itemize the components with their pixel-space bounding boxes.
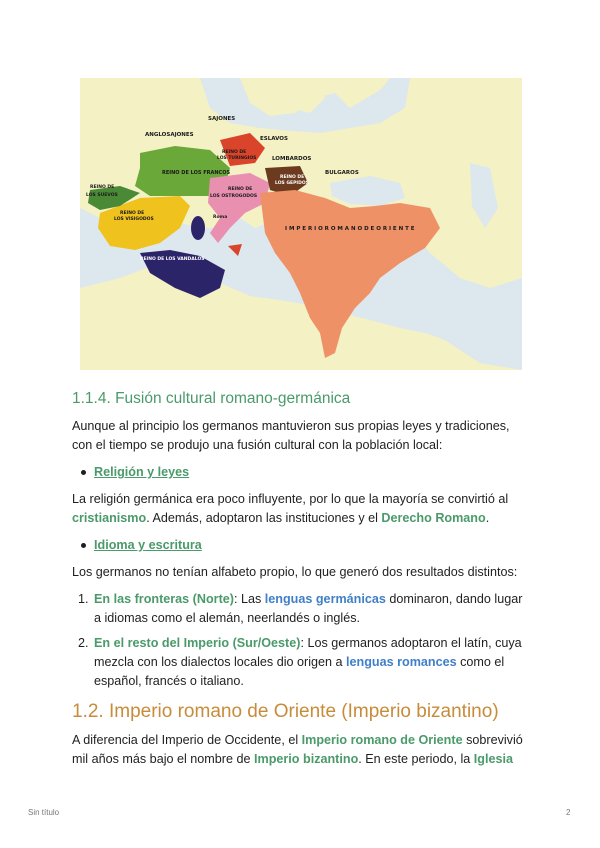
map-label-gepidos-1: REINO DE <box>280 175 305 180</box>
highlight-imperio-oriente: Imperio romano de Oriente <box>301 733 463 747</box>
map-label-ostrogodos-2: LOS OSTROGODOS <box>210 194 258 199</box>
map-label-roma: Roma <box>213 215 228 220</box>
text-span: dominaron, dando lugar a idiomas como el alemán, neerlandés o inglés. <box>94 592 523 625</box>
bullet-religion-label: Religión y leyes <box>94 465 190 479</box>
religion-paragraph <box>72 490 528 528</box>
section-title-1-1-4: 1.1.4. Fusión cultural romano-germánica <box>72 390 351 407</box>
list-number: 1. <box>78 592 89 606</box>
map-label-oriente: I M P E R I O R O M A N O D E O R I E N T E <box>285 226 415 232</box>
highlight-cristianismo: cristianismo <box>72 511 147 525</box>
bullet-religion <box>72 463 528 482</box>
bullet-idioma-label: Idioma y escritura <box>94 538 202 552</box>
highlight-imperio-bizantino: Imperio bizantino <box>254 752 359 766</box>
map-label-francos: REINO DE LOS FRANCOS <box>162 170 231 176</box>
text-span: . Además, adoptaron las instituciones y el <box>146 511 382 525</box>
text-span: sobrevivió mil años más bajo el nombre de <box>72 733 523 766</box>
highlight-resto-imperio: En el resto del Imperio (Sur/Oeste) <box>94 636 301 650</box>
text-span: : Las <box>233 592 265 606</box>
list-item-resto <box>72 634 528 691</box>
map-label-gepidos-2: LOS GEPIDOS <box>275 181 309 186</box>
map-label-turingios-1: REINO DE <box>222 150 247 155</box>
historical-map <box>80 78 522 370</box>
text-span: . En este periodo, la <box>358 752 474 766</box>
page-content <box>72 390 528 769</box>
footer-doc-title: Sin título <box>28 808 60 817</box>
text-span: como el español, francés o italiano. <box>94 655 505 688</box>
footer-page-number: 2 <box>566 808 571 817</box>
highlight-iglesia: Iglesia <box>473 752 513 766</box>
map-region-sardinia <box>191 216 205 240</box>
bullet-idioma <box>72 536 528 555</box>
list-number: 2. <box>78 636 89 650</box>
idioma-paragraph: Los germanos no tenían alfabeto propio, lo que generó dos resultados distintos: <box>72 565 518 579</box>
map-label-suevos-2: LOS SUEVOS <box>86 193 118 198</box>
map-label-lombardos: LOMBARDOS <box>272 156 312 162</box>
map-label-ostrogodos-1: REINO DE <box>228 187 253 192</box>
text-span: . <box>485 511 490 525</box>
map-label-bulgaros: BULGAROS <box>325 170 359 176</box>
list-item-fronteras <box>72 590 528 628</box>
map-label-vandalos: REINO DE LOS VANDALOS <box>140 257 205 262</box>
map-label-visigodos-1: REINO DE <box>120 211 145 216</box>
map-label-eslavos: ESLAVOS <box>260 136 288 142</box>
text-span: La religión germánica era poco influyente, por lo que la mayoría se convirtió al <box>72 492 509 506</box>
section-title-1-2: 1.2. Imperio romano de Oriente (Imperio bizantino) <box>72 701 499 722</box>
map-label-anglosajones: ANGLOSAJONES <box>145 132 194 138</box>
highlight-fronteras: En las fronteras (Norte) <box>94 592 234 606</box>
text-span: : Los germanos adoptaron el latín, cuya mezcla con los dialectos locales dio origen a <box>94 636 522 669</box>
highlight-lenguas-germanicas: lenguas germánicas <box>264 592 386 606</box>
map-label-suevos-1: REINO DE <box>90 185 115 190</box>
intro-paragraph: Aunque al principio los germanos mantuvieron sus propias leyes y tradiciones, con el tiempo se produjo una fusión cultural con la población local: <box>72 419 510 452</box>
highlight-derecho-romano: Derecho Romano <box>381 511 486 525</box>
map-label-turingios-2: LOS TURINGIOS <box>217 156 257 161</box>
highlight-lenguas-romances: lenguas romances <box>346 655 457 669</box>
map-label-visigodos-2: LOS VISIGODOS <box>114 217 154 222</box>
text-span: A diferencia del Imperio de Occidente, el <box>72 733 302 747</box>
map-label-sajones: SAJONES <box>208 116 236 122</box>
bizantino-paragraph <box>72 731 528 769</box>
